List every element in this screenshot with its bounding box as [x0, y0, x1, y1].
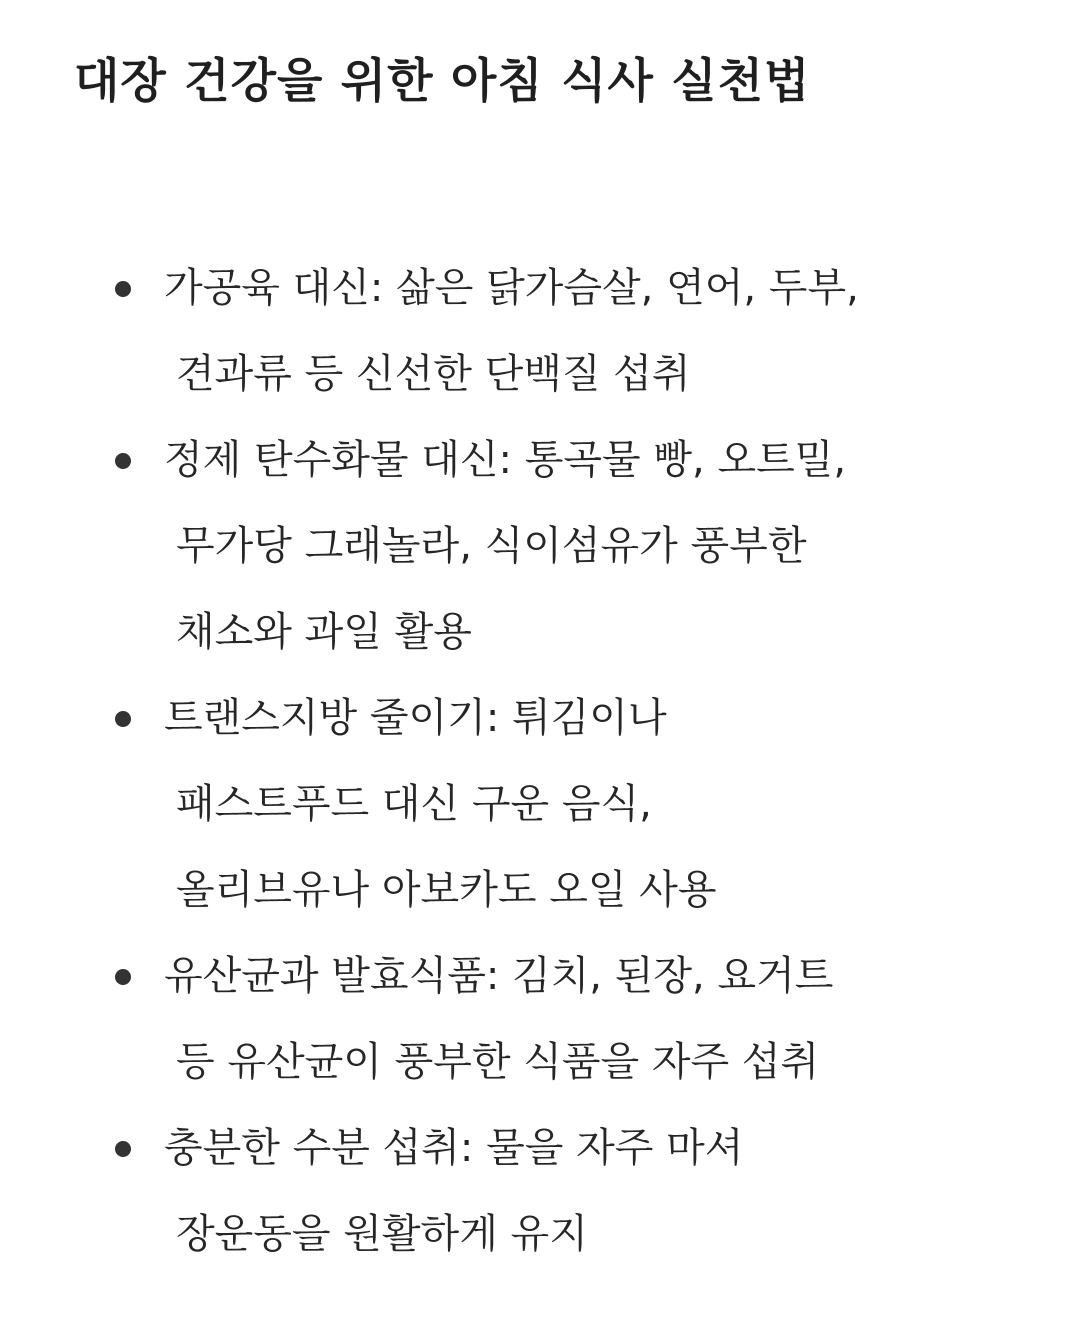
list-item-carbs: [112, 417, 1012, 675]
list-item-text: 견과류 등 신선한 단백질 섭취: [176, 351, 691, 397]
list-item-trans-fat: [112, 675, 1012, 933]
list-item-text: 무가당 그래놀라, 식이섬유가 풍부한: [176, 523, 807, 569]
list-item-text: 가공육 대신: 삶은 닭가슴살, 연어, 두부,: [164, 265, 859, 311]
list-item-text: 등 유산균이 풍부한 식품을 자주 섭취: [176, 1039, 820, 1085]
bullet-icon: [115, 711, 131, 727]
page-title: 대장 건강을 위한 아침 식사 실천법: [74, 54, 811, 109]
list-item-text: 채소와 과일 활용: [176, 609, 472, 655]
list-item-text: 유산균과 발효식품: 김치, 된장, 요거트: [164, 953, 834, 999]
list-item-text: 올리브유나 아보카도 오일 사용: [176, 867, 717, 913]
list-item-text: 장운동을 원활하게 유지: [176, 1211, 588, 1257]
list-item-text: 정제 탄수화물 대신: 통곡물 빵, 오트밀,: [164, 437, 847, 483]
bullet-icon: [115, 969, 131, 985]
list-item-protein: [112, 245, 1012, 417]
list-item-text: 트랜스지방 줄이기: 튀김이나: [164, 695, 667, 741]
list-item-text: 패스트푸드 대신 구운 음식,: [176, 781, 652, 827]
tips-list: [112, 245, 1012, 1277]
bullet-icon: [115, 453, 131, 469]
list-item-probiotics: [112, 933, 1012, 1105]
list-item-hydration: [112, 1105, 1012, 1277]
bullet-icon: [115, 281, 131, 297]
list-item-text: 충분한 수분 섭취: 물을 자주 마셔: [164, 1125, 744, 1171]
bullet-icon: [115, 1141, 131, 1157]
